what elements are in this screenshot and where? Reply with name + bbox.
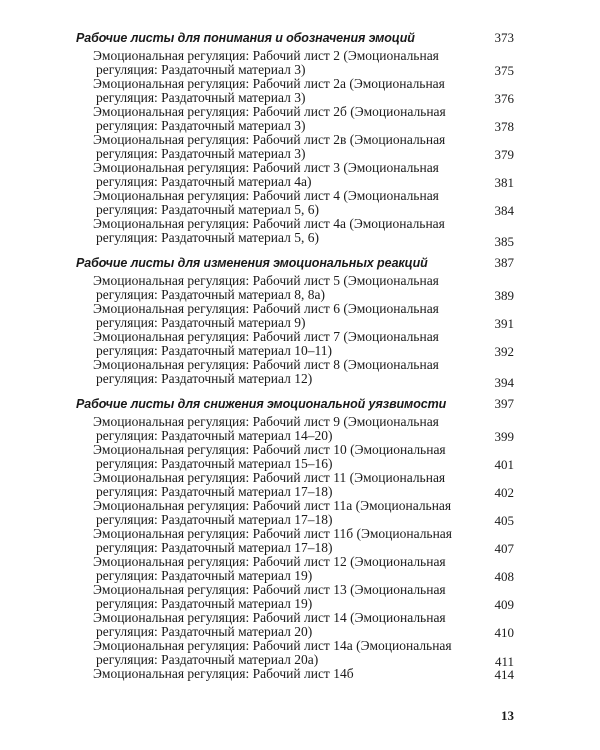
entry-page-number: 401 <box>494 457 514 472</box>
entry-page-number: 402 <box>494 485 514 500</box>
entry-page-number: 375 <box>494 63 514 78</box>
entry-title-line1: Эмоциональная регуляция: Рабочий лист 5 (Эмоциональная <box>93 273 439 288</box>
entry-page-number: 381 <box>494 175 514 190</box>
entry-page-number: 379 <box>494 147 514 162</box>
entry-title-line2: регуляция: Раздаточный материал 20а) <box>96 652 319 667</box>
entry-page-number: 385 <box>494 234 514 249</box>
section-page-number: 373 <box>494 30 514 45</box>
entry-page-number: 407 <box>494 541 514 556</box>
entry-title-line1: Эмоциональная регуляция: Рабочий лист 8 (Эмоциональная <box>93 357 439 372</box>
entry-title-line2: регуляция: Раздаточный материал 19) <box>96 568 313 583</box>
entry-title-line2: регуляция: Раздаточный материал 10–11) <box>96 343 332 358</box>
section-page-number: 397 <box>494 396 514 411</box>
section-title: Рабочие листы для изменения эмоциональных реакций <box>76 256 428 270</box>
entry-title-line1: Эмоциональная регуляция: Рабочий лист 2б (Эмоциональная <box>93 104 446 119</box>
entry-title-line1: Эмоциональная регуляция: Рабочий лист 10 (Эмоциональная <box>93 442 446 457</box>
entry-title-line1: Эмоциональная регуляция: Рабочий лист 12 (Эмоциональная <box>93 554 446 569</box>
entry-title-line2: регуляция: Раздаточный материал 12) <box>96 371 313 386</box>
section-title: Рабочие листы для снижения эмоциональной уязвимости <box>76 397 447 411</box>
entry-title-line2: регуляция: Раздаточный материал 4а) <box>96 174 312 189</box>
entry-page-number: 384 <box>494 203 514 218</box>
entry-title-line2: регуляция: Раздаточный материал 3) <box>96 146 306 161</box>
entry-page-number: 392 <box>494 344 514 359</box>
entry-title-line1: Эмоциональная регуляция: Рабочий лист 2 (Эмоциональная <box>93 48 439 63</box>
entry-page-number: 391 <box>494 316 514 331</box>
entry-page-number: 414 <box>494 667 514 682</box>
entry-title-line1: Эмоциональная регуляция: Рабочий лист 2а (Эмоциональная <box>93 76 445 91</box>
entry-page-number: 399 <box>494 429 514 444</box>
entry-title-line2: регуляция: Раздаточный материал 5, 6) <box>96 202 320 217</box>
entry-title-line2: регуляция: Раздаточный материал 17–18) <box>96 540 333 555</box>
page-folio: 13 <box>501 708 514 723</box>
entry-title-line2: регуляция: Раздаточный материал 20) <box>96 624 313 639</box>
entry-title-line2: регуляция: Раздаточный материал 17–18) <box>96 484 333 499</box>
entry-title-line1: Эмоциональная регуляция: Рабочий лист 4а (Эмоциональная <box>93 216 445 231</box>
entry-title-line2: регуляция: Раздаточный материал 17–18) <box>96 512 333 527</box>
entry-page-number: 376 <box>494 91 514 106</box>
entry-title-line1: Эмоциональная регуляция: Рабочий лист 7 (Эмоциональная <box>93 329 439 344</box>
entry-title-line2: регуляция: Раздаточный материал 9) <box>96 315 306 330</box>
entry-page-number: 409 <box>494 597 514 612</box>
entry-title-line2: регуляция: Раздаточный материал 3) <box>96 62 306 77</box>
entry-page-number: 408 <box>494 569 514 584</box>
entry-title-line1: Эмоциональная регуляция: Рабочий лист 2в (Эмоциональная <box>93 132 446 147</box>
entry-title-line2: регуляция: Раздаточный материал 15–16) <box>96 456 333 471</box>
entry-title-line2: регуляция: Раздаточный материал 14–20) <box>96 428 333 443</box>
section-page-number: 387 <box>494 255 514 270</box>
entry-title-line2: регуляция: Раздаточный материал 8, 8а) <box>96 287 325 302</box>
entry-title-line2: регуляция: Раздаточный материал 19) <box>96 596 313 611</box>
entry-page-number: 389 <box>494 288 514 303</box>
entry-title-line1: Эмоциональная регуляция: Рабочий лист 11б (Эмоциональная <box>93 526 453 541</box>
entry-title-line1: Эмоциональная регуляция: Рабочий лист 11а (Эмоциональная <box>93 498 452 513</box>
entry-page-number: 411 <box>494 654 514 669</box>
entry-page-number: 378 <box>494 119 514 134</box>
entry-title-line1: Эмоциональная регуляция: Рабочий лист 14б <box>93 666 354 681</box>
entry-page-number: 394 <box>494 375 514 390</box>
entry-title-line2: регуляция: Раздаточный материал 3) <box>96 90 306 105</box>
entry-title-line1: Эмоциональная регуляция: Рабочий лист 14а (Эмоциональная <box>93 638 452 653</box>
entry-title-line1: Эмоциональная регуляция: Рабочий лист 4 (Эмоциональная <box>93 188 439 203</box>
entry-title-line1: Эмоциональная регуляция: Рабочий лист 11 (Эмоциональная <box>93 470 446 485</box>
section-title: Рабочие листы для понимания и обозначения эмоций <box>76 31 415 45</box>
entry-page-number: 410 <box>494 625 514 640</box>
entry-title-line1: Эмоциональная регуляция: Рабочий лист 13 (Эмоциональная <box>93 582 446 597</box>
entry-page-number: 405 <box>494 513 514 528</box>
entry-title-line2: регуляция: Раздаточный материал 5, 6) <box>96 230 320 245</box>
entry-title-line2: регуляция: Раздаточный материал 3) <box>96 118 306 133</box>
entry-title-line1: Эмоциональная регуляция: Рабочий лист 3 (Эмоциональная <box>93 160 439 175</box>
entry-title-line1: Эмоциональная регуляция: Рабочий лист 14 (Эмоциональная <box>93 610 446 625</box>
entry-title-line1: Эмоциональная регуляция: Рабочий лист 9 (Эмоциональная <box>93 414 439 429</box>
entry-title-line1: Эмоциональная регуляция: Рабочий лист 6 (Эмоциональная <box>93 301 439 316</box>
